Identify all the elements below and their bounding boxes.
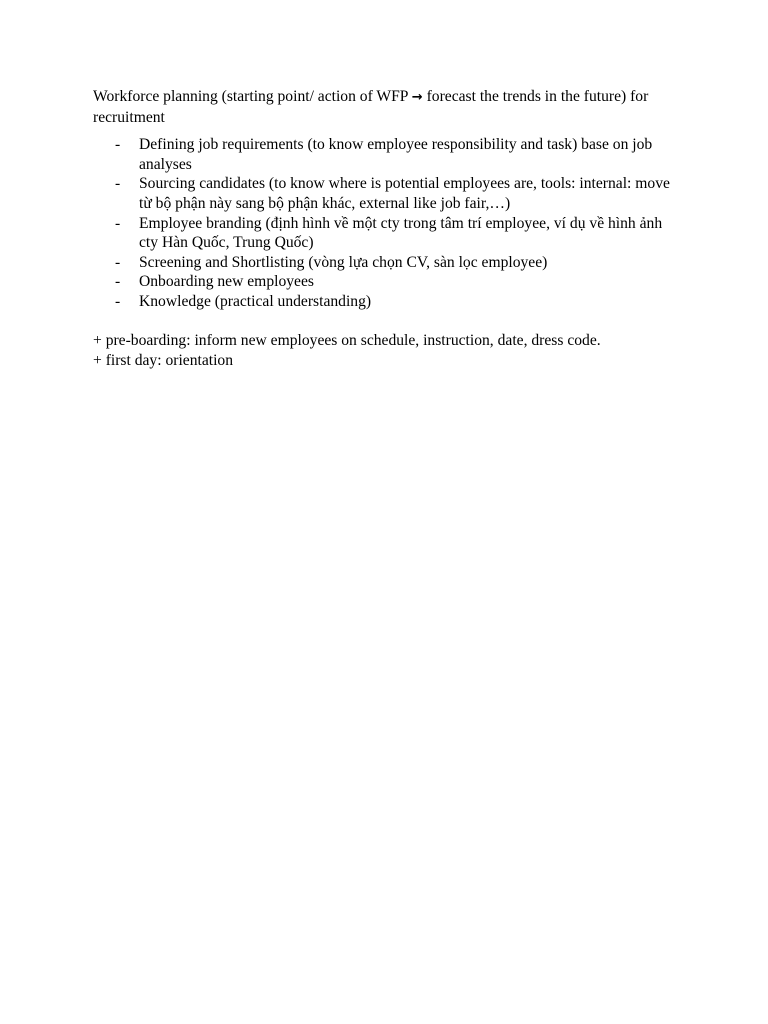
- bullet-dash: -: [115, 292, 121, 310]
- bullet-dash: -: [115, 273, 121, 291]
- list-item-text: Defining job requirements (to know employee responsibility and task) base on job analyses: [139, 136, 653, 173]
- document-body: [93, 87, 683, 370]
- right-arrow-icon: →: [411, 90, 423, 105]
- list-item-text: Knowledge (practical understanding): [139, 292, 372, 310]
- list-item: [93, 272, 683, 292]
- note-pre-boarding: + pre-boarding: inform new employees on schedule, instruction, date, dress code.: [93, 332, 601, 350]
- intro-text-start: Workforce planning (starting point/ action of WFP: [93, 88, 408, 105]
- list-item-text: Screening and Shortlisting (vòng lựa chọn CV, sàn lọc employee): [139, 253, 548, 271]
- list-item: [93, 292, 683, 312]
- note-first-day: + first day: orientation: [93, 351, 234, 369]
- bullet-dash: -: [115, 136, 121, 154]
- list-item: [93, 174, 683, 213]
- list-item-text: Onboarding new employees: [139, 273, 314, 291]
- intro-text-end: forecast the trends in the future) for recruitment: [93, 88, 649, 126]
- notes-section: [93, 331, 683, 370]
- bullet-dash: -: [115, 175, 121, 193]
- intro-paragraph: [93, 87, 683, 127]
- list-item-text: Employee branding (định hình về một cty trong tâm trí employee, ví dụ về hình ảnh cty Hàn Quốc, Trung Quốc): [139, 214, 663, 252]
- list-item: [93, 253, 683, 273]
- list-item: [93, 214, 683, 253]
- bullet-list: [93, 135, 683, 311]
- list-item: [93, 135, 683, 174]
- bullet-dash: -: [115, 253, 121, 271]
- list-item-text: Sourcing candidates (to know where is potential employees are, tools: internal: move từ bộ phận này sang bộ phận khác, external like job fair,…): [139, 175, 670, 212]
- bullet-dash: -: [115, 214, 121, 232]
